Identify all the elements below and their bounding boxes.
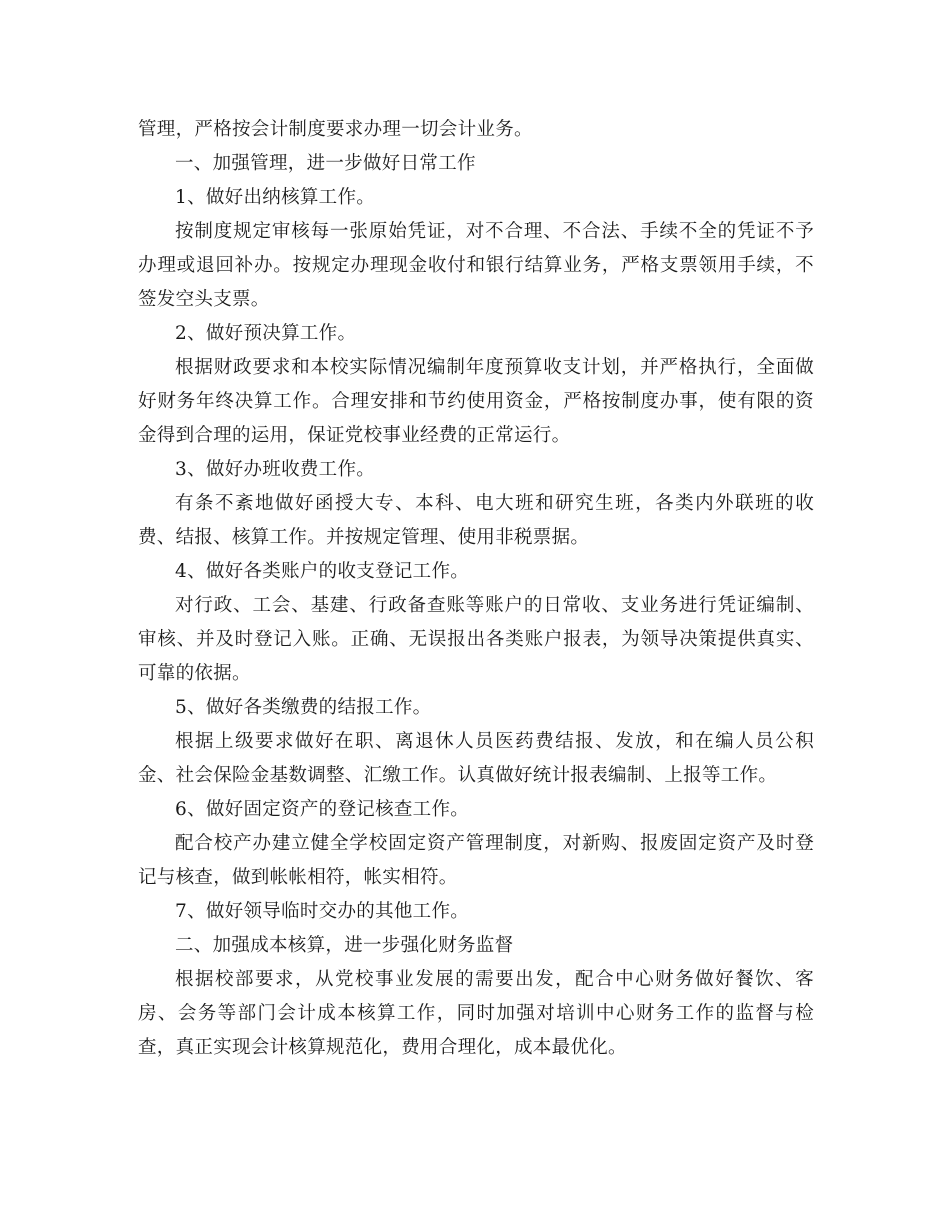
- section-heading-2: 二、加强成本核算，进一步强化财务监督: [175, 935, 514, 956]
- item-heading-5: 5、做好各类缴费的结报工作。: [175, 697, 432, 718]
- paragraph-item-2: 根据财政要求和本校实际情况编制年度预算收支计划，并严格执行，全面做好财务年终决算工作。合理安排和节约使用资金，严格按制度办事，使有限的资金得到合理的运用，保证党校事业经费的正常运行。: [138, 357, 814, 446]
- paragraph-item-6: 配合校产办建立健全学校固定资产管理制度，对新购、报废固定资产及时登记与核查，做到帐帐相符，帐实相符。: [138, 833, 814, 888]
- paragraph-continuation: 管理，严格按会计制度要求办理一切会计业务。: [138, 119, 533, 140]
- section-heading-1: 一、加强管理，进一步做好日常工作: [175, 153, 476, 174]
- paragraph-item-3: 有条不紊地做好函授大专、本科、电大班和研究生班，各类内外联班的收费、结报、核算工作。并按规定管理、使用非税票据。: [138, 493, 814, 548]
- item-heading-1: 1、做好出纳核算工作。: [175, 187, 376, 208]
- item-heading-4: 4、做好各类账户的收支登记工作。: [175, 561, 470, 582]
- item-heading-2: 2、做好预决算工作。: [175, 323, 357, 344]
- paragraph-item-5: 根据上级要求做好在职、离退休人员医药费结报、发放，和在编人员公积金、社会保险金基数调整、汇缴工作。认真做好统计报表编制、上报等工作。: [138, 731, 814, 786]
- item-heading-3: 3、做好办班收费工作。: [175, 459, 376, 480]
- item-heading-6: 6、做好固定资产的登记核查工作。: [175, 799, 470, 820]
- document-body: [138, 113, 814, 1065]
- item-heading-7: 7、做好领导临时交办的其他工作。: [175, 901, 470, 922]
- paragraph-section-2: 根据校部要求，从党校事业发展的需要出发，配合中心财务做好餐饮、客房、会务等部门会计成本核算工作，同时加强对培训中心财务工作的监督与检查，真正实现会计核算规范化，费用合理化，成本最优化。: [138, 969, 814, 1058]
- paragraph-item-1: 按制度规定审核每一张原始凭证，对不合理、不合法、手续不全的凭证不予办理或退回补办。按规定办理现金收付和银行结算业务，严格支票领用手续，不签发空头支票。: [138, 221, 814, 310]
- paragraph-item-4: 对行政、工会、基建、行政备查账等账户的日常收、支业务进行凭证编制、审核、并及时登记入账。正确、无误报出各类账户报表，为领导决策提供真实、可靠的依据。: [138, 595, 814, 684]
